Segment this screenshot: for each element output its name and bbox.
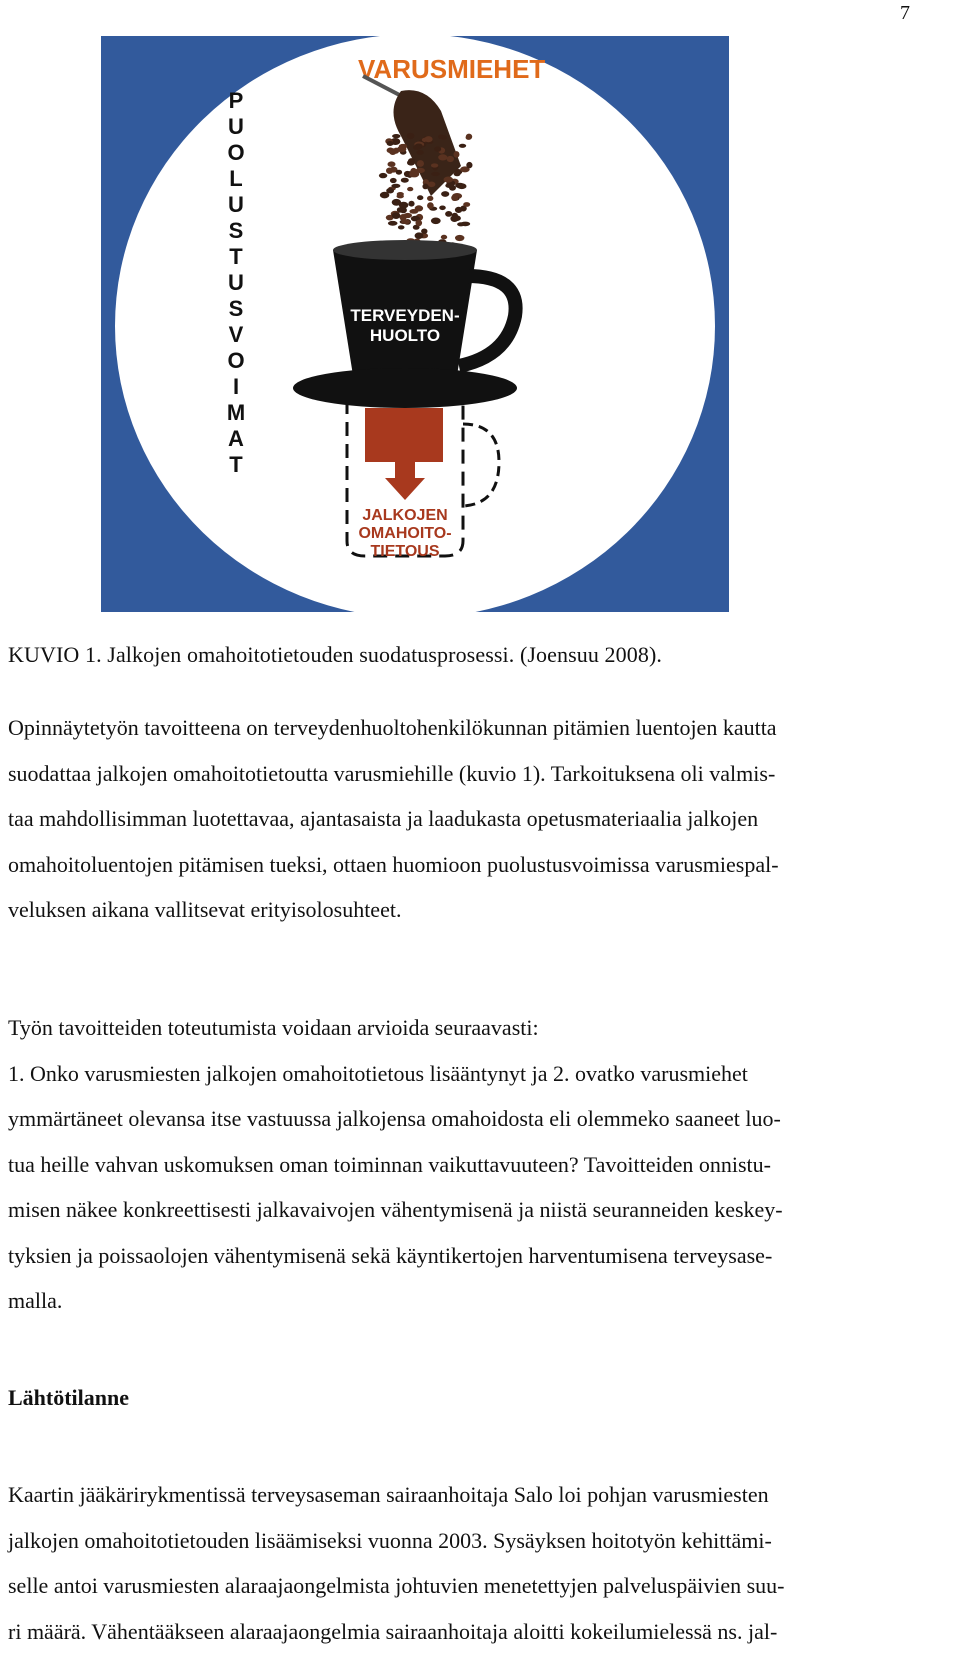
coffee-bean [392,212,400,219]
logo-side-letter: O [227,140,244,165]
paragraph-line: 1. Onko varusmiesten jalkojen omahoitotietous lisääntynyt ja 2. ovatko varusmiehet [8,1051,958,1097]
coffee-bean [431,172,440,176]
coffee-bean [379,173,387,178]
logo-side-letter: A [228,426,244,451]
coffee-bean [415,232,424,239]
logo-text-huolto: HUOLTO [370,326,440,345]
coffee-bean [407,187,413,191]
coffee-bean [408,201,414,207]
coffee-bean [413,145,422,150]
figure-caption: KUVIO 1. Jalkojen omahoitotietouden suodatusprosessi. (Joensuu 2008). [8,642,662,668]
coffee-bean [427,196,433,201]
coffee-bean [444,177,453,183]
paragraph-line: tua heille vahvan uskomuksen oman toiminnan vaikuttavuuteen? Tavoitteiden onnistu- [8,1142,958,1188]
coffee-bean [439,206,446,211]
paragraph-line: ymmärtäneet olevansa itse vastuussa jalkojensa omahoidosta eli olemmeko saaneet luo- [8,1096,958,1142]
coffee-bean [387,148,394,154]
coffee-bean [459,144,466,148]
paragraph-1 [8,705,958,933]
coffee-bean [455,183,464,188]
coffee-bean [438,154,447,160]
page-number: 7 [900,2,910,25]
coffee-bean [400,207,407,213]
paragraph-line: omahoitoluentojen pitämisen tueksi, ottaen huomioon puolustusvoimissa varusmiespal- [8,842,958,888]
coffee-bean [388,221,398,226]
coffee-bean [391,184,400,188]
logo-side-letter: M [227,400,245,425]
paragraph-line: ri määrä. Vähentääkseen alaraajaongelmia sairaanhoitaja aloitti kokeilumielessä ns. jal- [8,1609,958,1654]
logo-side-letter: P [229,88,244,113]
coffee-bean [421,229,427,234]
coffee-bean [427,202,434,209]
logo-side-letter: T [229,452,243,477]
paragraph-2 [8,1005,958,1324]
coffee-bean [441,191,449,197]
figure-coffee-filter-logo [101,36,729,612]
coffee-bean [424,136,432,142]
coffee-bean [397,192,404,196]
coffee-bean [392,199,401,206]
coffee-bean [397,146,406,152]
coffee-bean [455,235,464,241]
logo-side-letter: S [229,296,244,321]
coffee-bean [452,215,461,221]
logo-text-jalkojen: JALKOJEN [362,507,447,524]
coffee-bean [401,178,409,183]
coffee-bean [438,135,444,140]
coffee-bean [451,195,458,201]
coffee-bean [407,133,415,139]
coffee-bean [417,195,423,200]
coffee-bean [386,168,393,174]
coffee-bean [445,211,452,217]
coffee-bean [455,207,462,213]
coffee-bean [416,168,425,173]
section-heading: Lähtötilanne [8,1385,129,1411]
coffee-bean [415,205,423,211]
coffee-bean [454,172,461,177]
coffee-bean [416,150,423,155]
logo-side-letter: U [228,192,244,217]
logo-text-varusmiehet: VARUSMIEHET [358,54,545,84]
paragraph-line: Työn tavoitteiden toteutumista voidaan arvioida seuraavasti: [8,1005,958,1051]
paragraph-line: suodattaa jalkojen omahoitotietoutta varusmiehille (kuvio 1). Tarkoituksena oli valmis- [8,751,958,797]
paragraph-line: malla. [8,1278,958,1324]
paragraph-line: veluksen aikana vallitsevat erityisolosuhteet. [8,887,958,933]
logo-side-letter: U [228,270,244,295]
paragraph-line: misen näkee konkreettisesti jalkavaivojen vähentymisenä ja niistä seuranneiden keskey- [8,1187,958,1233]
logo-side-letter: L [229,166,242,191]
logo-text-terveyden: TERVEYDEN- [350,306,459,325]
logo-side-letters [227,88,245,477]
paragraph-line: Kaartin jääkärirykmentissä terveysaseman sairaanhoitaja Salo loi pohjan varusmiesten [8,1472,958,1518]
coffee-bean [466,134,472,140]
paragraph-line: Opinnäytetyön tavoitteena on terveydenhuoltohenkilökunnan pitämien luentojen kautta [8,705,958,751]
coffee-bean [390,178,397,183]
paragraph-line: tyksien ja poissaolojen vähentymisenä sekä käyntikertojen harventumisena terveysase- [8,1233,958,1279]
coffee-bean [454,151,460,158]
coffee-bean [398,225,405,229]
coffee-bean [416,220,423,226]
paragraph-line: selle antoi varusmiesten alaraajaongelmista johtuvien menetettyjen palveluspäivien suu- [8,1563,958,1609]
logo-illustration [101,36,729,612]
coffee-bean [466,162,472,168]
paragraph-line: taa mahdollisimman luotettavaa, ajantasaista ja laadukasta opetusmateriaalia jalkojen [8,796,958,842]
logo-text-tietous: TIETOUS [370,543,439,560]
coffee-bean [431,218,441,225]
logo-text-omahoito: OMAHOITO- [358,525,451,542]
coffee-bean [447,156,454,162]
logo-side-letter: T [229,244,243,269]
coffee-bean [392,134,400,138]
paragraph-line: jalkojen omahoitotietouden lisäämiseksi vuonna 2003. Sysäyksen hoitotyön kehittämi- [8,1518,958,1564]
logo-side-letter: S [229,218,244,243]
coffee-bean [401,220,410,225]
coffee-bean [463,202,470,207]
coffee-bean [441,235,447,240]
coffee-bean [407,160,415,166]
logo-side-letter: O [227,348,244,373]
logo-side-letter: U [228,114,244,139]
coffee-bean [387,141,394,146]
coffee-bean [431,163,438,167]
coffee-bean [422,184,428,190]
coffee-bean [434,146,441,151]
paragraph-3 [8,1472,958,1654]
coffee-bean [403,213,412,218]
coffee-bean [460,222,470,227]
coffee-bean [396,170,402,175]
logo-side-letter: V [229,322,244,347]
logo-side-letter: I [233,374,239,399]
coffee-bean [386,188,394,194]
coffee-bean [388,161,396,167]
coffee-bean [417,160,424,167]
